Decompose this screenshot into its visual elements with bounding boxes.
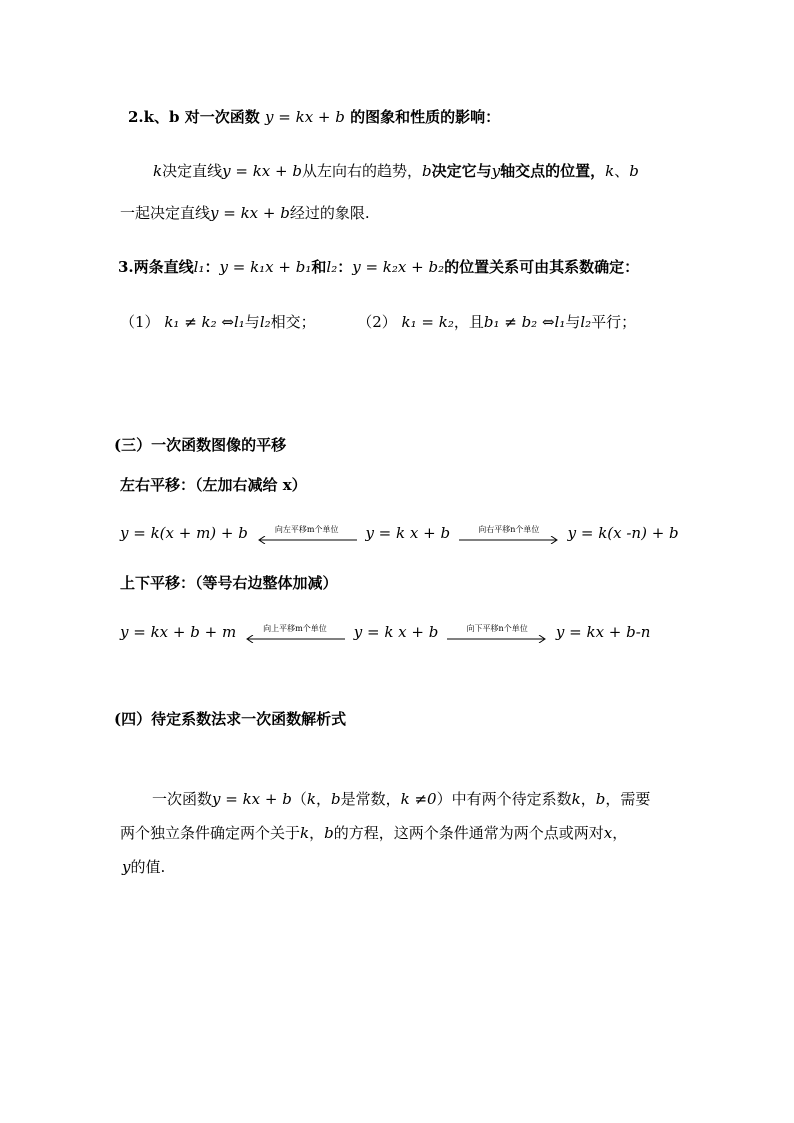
var-k: k — [306, 790, 316, 808]
equation-left: y = kx + b + m — [120, 623, 237, 641]
left-right-equation — [120, 522, 679, 544]
text: 轴交点的位置， — [500, 162, 606, 180]
line-l1: l₁ — [193, 258, 205, 276]
and: 和 — [311, 258, 327, 276]
equation: y = kx + b — [222, 162, 302, 180]
equation-2: y = k₂x + b₂ — [352, 258, 445, 276]
left-arrow-icon — [245, 635, 345, 643]
paragraph-kb-line1 — [153, 160, 639, 182]
arrow-right — [447, 624, 547, 643]
var-b: b — [595, 790, 606, 808]
equation-1: y = k₁x + b₁ — [219, 258, 312, 276]
equation-left: y = k(x + m) + b — [120, 524, 248, 542]
with: 与 — [565, 313, 581, 331]
right-arrow-icon — [447, 635, 547, 643]
paragraph-4-line3 — [122, 856, 165, 878]
left-right-shift-title: 左右平移：（左加右减给 x） — [120, 476, 307, 494]
var-k: k — [571, 790, 581, 808]
text: 一次函数 — [152, 790, 213, 808]
arrow-label: 向上平移m个单位 — [263, 623, 327, 633]
section-3-heading — [118, 256, 639, 278]
up-down-shift-title: 上下平移：（等号右边整体加减） — [120, 574, 338, 592]
case-1-condition: k₁ ≠ k₂ ⇔ — [164, 313, 234, 331]
section-4-title: (四）待定系数法求一次函数解析式 — [114, 710, 347, 728]
var-y: y — [122, 858, 131, 876]
heading-mid: 对一次函数 — [184, 108, 260, 126]
section-3-translation-title: (三）一次函数图像的平移 — [114, 436, 287, 454]
paragraph-4-line2 — [120, 822, 627, 844]
condition: k ≠0 — [400, 790, 437, 808]
text: 的值. — [130, 858, 166, 876]
arrow-label: 向左平移m个单位 — [274, 524, 339, 534]
heading-lead: 3.两条直线 — [118, 258, 194, 276]
var-b: b — [421, 162, 432, 180]
text: 两个独立条件确定两个关于 — [120, 824, 301, 842]
equation-right: y = kx + b-n — [555, 623, 651, 641]
equation: y = kx + b — [210, 204, 290, 222]
text: ）中有两个待定系数 — [436, 790, 572, 808]
with: 与 — [244, 313, 260, 331]
arrow-label: 向右平移n个单位 — [478, 524, 540, 534]
text: ， — [612, 824, 628, 842]
right-arrow-icon — [459, 536, 559, 544]
line-l2: l₂ — [259, 313, 271, 331]
case-2-condition: k₁ = k₂ — [401, 313, 454, 331]
text: （ — [291, 790, 307, 808]
heading-tail: 的图象和性质的影响： — [350, 108, 501, 126]
cases-line — [120, 311, 636, 333]
line-l2: l₂ — [580, 313, 592, 331]
var-b: b — [324, 824, 334, 842]
var-k: k — [300, 824, 310, 842]
case-1-result: 相交； — [270, 313, 316, 331]
line-l2: l₂ — [326, 258, 338, 276]
text: 经过的象限. — [289, 204, 370, 222]
line-l1: l₁ — [554, 313, 566, 331]
text: ， — [309, 824, 325, 842]
text: 从左向右的趋势， — [301, 162, 422, 180]
case-2-condition-2: b₁ ≠ b₂ ⇔ — [483, 313, 555, 331]
heading-tail: 的位置关系可由其系数确定： — [444, 258, 640, 276]
text: 决定它与 — [431, 162, 492, 180]
var-b: b — [629, 162, 639, 180]
colon: ： — [204, 258, 220, 276]
equation: y = kx + b — [265, 108, 345, 126]
arrow-right — [459, 525, 559, 544]
text: 是常数， — [340, 790, 401, 808]
var-b: b — [330, 790, 341, 808]
text: ， — [580, 790, 596, 808]
equation: y = kx + b — [212, 790, 292, 808]
case-2-number: （2） — [357, 313, 397, 331]
case-2-result: 平行； — [591, 313, 637, 331]
var-y: y — [491, 162, 501, 180]
arrow-label: 向下平移n个单位 — [466, 623, 528, 633]
var-x: x — [603, 824, 613, 842]
equation-mid: y = k x + b — [365, 524, 451, 542]
case-1-number: （1） — [120, 313, 160, 331]
heading-lead: 2.k、b — [128, 108, 180, 126]
and-text: ，且 — [453, 313, 484, 331]
text: ， — [315, 790, 331, 808]
colon: ： — [337, 258, 353, 276]
line-l1: l₁ — [233, 313, 245, 331]
equation-mid: y = k x + b — [353, 623, 439, 641]
arrow-left — [245, 624, 345, 643]
paragraph-4-line1 — [152, 788, 650, 810]
separator: 、 — [614, 162, 630, 180]
equation-right: y = k(x -n) + b — [567, 524, 679, 542]
paragraph-kb-line2 — [120, 202, 370, 224]
text: 决定直线 — [162, 162, 223, 180]
text: ，需要 — [605, 790, 651, 808]
var-k: k — [605, 162, 615, 180]
var-k: k — [153, 162, 163, 180]
text: 一起决定直线 — [120, 204, 211, 222]
section-2-heading — [128, 106, 500, 128]
up-down-equation — [120, 621, 650, 643]
text: 的方程，这两个条件通常为两个点或两对 — [333, 824, 604, 842]
arrow-left — [257, 525, 357, 544]
left-arrow-icon — [257, 536, 357, 544]
